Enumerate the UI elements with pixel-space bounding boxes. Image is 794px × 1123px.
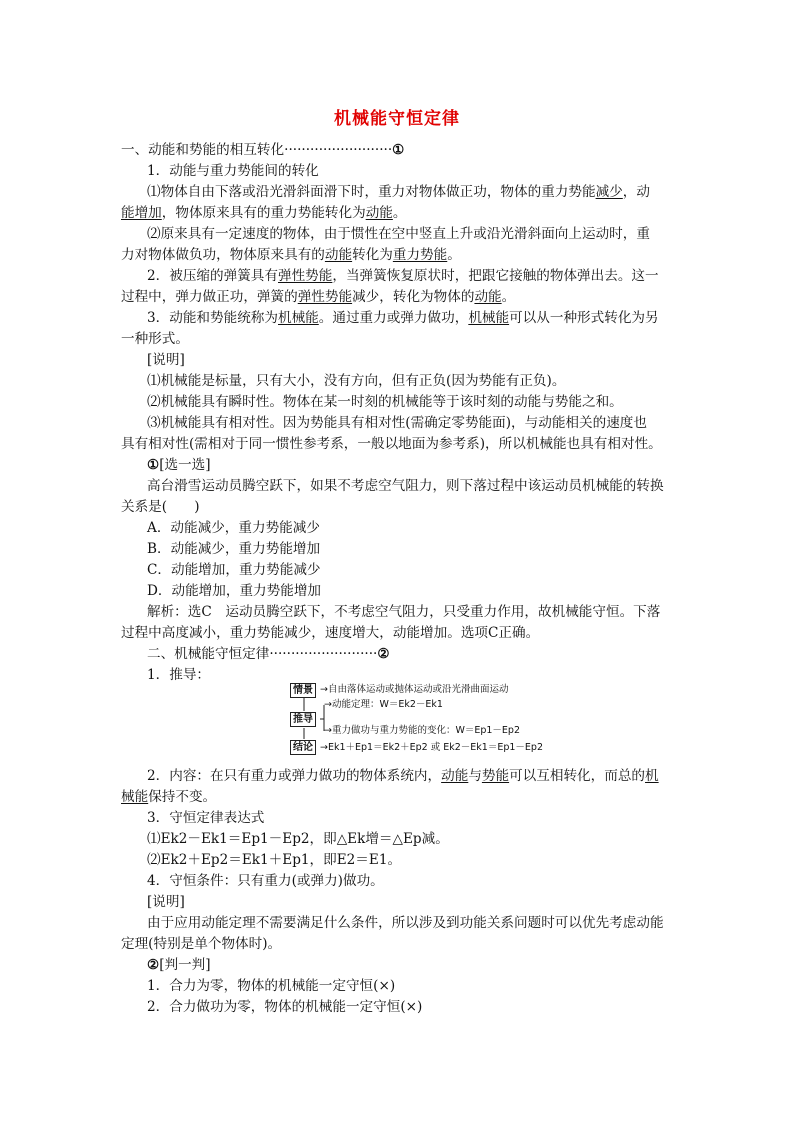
expression-2: ⑵Ek2＋Ep2＝Ek1＋Ep1，即E2＝E1。 bbox=[147, 852, 402, 868]
note-3-line-1: ⑶机械能具有相对性。因为势能具有相对性(需确定零势能面)，与动能相关的速度也 bbox=[147, 415, 647, 431]
content-line-1: 2．内容：在只有重力或弹力做功的物体系统内，动能与势能可以互相转化，而总的机 bbox=[147, 768, 659, 784]
note-heading-1: [说明] bbox=[147, 352, 185, 368]
paragraph-1b-line-2: 力对物体做负功，物体原来具有的动能转化为重力势能。 bbox=[121, 247, 461, 263]
expression-heading: 3．守恒定律表达式 bbox=[147, 810, 265, 826]
diagram-row-conclusion: →Ek1＋Ep1＝Ek2＋Ep2 或 Ek2－Ek1＝Ep1－Ep2 bbox=[320, 742, 543, 753]
quiz-1-heading: ①[选一选] bbox=[147, 457, 211, 473]
section-2-heading: 二、机械能守恒定律·························② bbox=[147, 646, 390, 662]
note-1: ⑴机械能是标量，只有大小，没有方向，但有正负(因为势能有正负)。 bbox=[147, 373, 566, 389]
note-2: ⑵机械能具有瞬时性。物体在某一时刻的机械能等于该时刻的动能与势能之和。 bbox=[147, 394, 623, 410]
judge-item-2: 2．合力做功为零，物体的机械能一定守恒(×) bbox=[147, 999, 423, 1015]
quiz-1-question-line-2: 关系是( ) bbox=[121, 499, 200, 515]
paragraph-2-line-2: 过程中，弹力做正功，弹簧的弹性势能减少，转化为物体的动能。 bbox=[121, 289, 516, 305]
section-1-badge: ① bbox=[392, 142, 405, 158]
diagram-row-kinetic-theorem: →动能定理：W＝Ek2－Ek1 bbox=[324, 699, 443, 710]
conservation-condition: 4．守恒条件：只有重力(或弹力)做功。 bbox=[147, 873, 384, 889]
quiz-2-heading: ②[判一判] bbox=[147, 957, 211, 973]
diagram-row-scenario: →自由落体运动或抛体运动或沿光滑曲面运动 bbox=[320, 684, 509, 695]
quiz-1-question-line-1: 高台滑雪运动员腾空跃下，如果不考虑空气阻力，则下落过程中该运动员机械能的转换 bbox=[147, 478, 664, 494]
derivation-diagram bbox=[290, 681, 560, 759]
quiz-1-badge: ① bbox=[147, 457, 160, 473]
option-c: C．动能增加，重力势能减少 bbox=[147, 562, 321, 578]
subheading-1: 1．动能与重力势能间的转化 bbox=[147, 163, 319, 179]
paragraph-1a-line-1: ⑴物体自由下落或沿光滑斜面滑下时，重力对物体做正功，物体的重力势能减少，动 bbox=[147, 184, 650, 200]
diagram-box-derivation: 推导 bbox=[290, 712, 316, 727]
note-3-line-2: 具有相对性(需相对于同一惯性参考系，一般以地面为参考系)，所以机械能也具有相对性。 bbox=[121, 436, 662, 452]
paragraph-1a-line-2: 能增加，物体原来具有的重力势能转化为动能。 bbox=[121, 205, 407, 221]
paragraph-1b-line-1: ⑵原来具有一定速度的物体，由于惯性在空中竖直上升或沿光滑斜面向上运动时，重 bbox=[147, 226, 650, 242]
answer-line-2: 过程中高度减小，重力势能减少，速度增大，动能增加。选项C正确。 bbox=[121, 625, 540, 641]
diagram-box-conclusion: 结论 bbox=[290, 740, 316, 755]
note-heading-2: [说明] bbox=[147, 894, 185, 910]
content-line-2: 械能保持不变。 bbox=[121, 789, 217, 805]
note-2-line-1: 由于应用动能定理不需要满足什么条件，所以涉及到功能关系问题时可以优先考虑动能 bbox=[147, 915, 664, 931]
option-d: D．动能增加，重力势能增加 bbox=[147, 583, 322, 599]
paragraph-3-line-1: 3．动能和势能统称为机械能。通过重力或弹力做功，机械能可以从一种形式转化为另 bbox=[147, 310, 659, 326]
note-2-line-2: 定理(特别是单个物体时)。 bbox=[121, 936, 282, 952]
paragraph-2-line-1: 2．被压缩的弹簧具有弹性势能，当弹簧恢复原状时，把跟它接触的物体弹出去。这一 bbox=[147, 268, 659, 284]
diagram-row-gravity-work: →重力做功与重力势能的变化：W＝Ep1－Ep2 bbox=[324, 725, 521, 736]
option-b: B．动能减少，重力势能增加 bbox=[147, 541, 321, 557]
option-a: A．动能减少，重力势能减少 bbox=[147, 520, 320, 536]
section-2-badge: ② bbox=[377, 646, 390, 662]
section-1-heading: 一、动能和势能的相互转化·························① bbox=[121, 142, 405, 158]
quiz-2-badge: ② bbox=[147, 957, 160, 973]
page-title: 机械能守恒定律 bbox=[334, 109, 460, 129]
paragraph-3-line-2: 一种形式。 bbox=[121, 331, 189, 347]
expression-1: ⑴Ek2－Ek1＝Ep1－Ep2，即△Ek增＝△Ep减。 bbox=[147, 831, 449, 847]
derivation-label: 1．推导： bbox=[147, 667, 211, 683]
answer-line-1: 解析：选C 运动员腾空跃下，不考虑空气阻力，只受重力作用，故机械能守恒。下落 bbox=[147, 604, 661, 620]
diagram-box-scenario: 情景 bbox=[290, 683, 316, 698]
judge-item-1: 1．合力为零，物体的机械能一定守恒(×) bbox=[147, 978, 396, 994]
